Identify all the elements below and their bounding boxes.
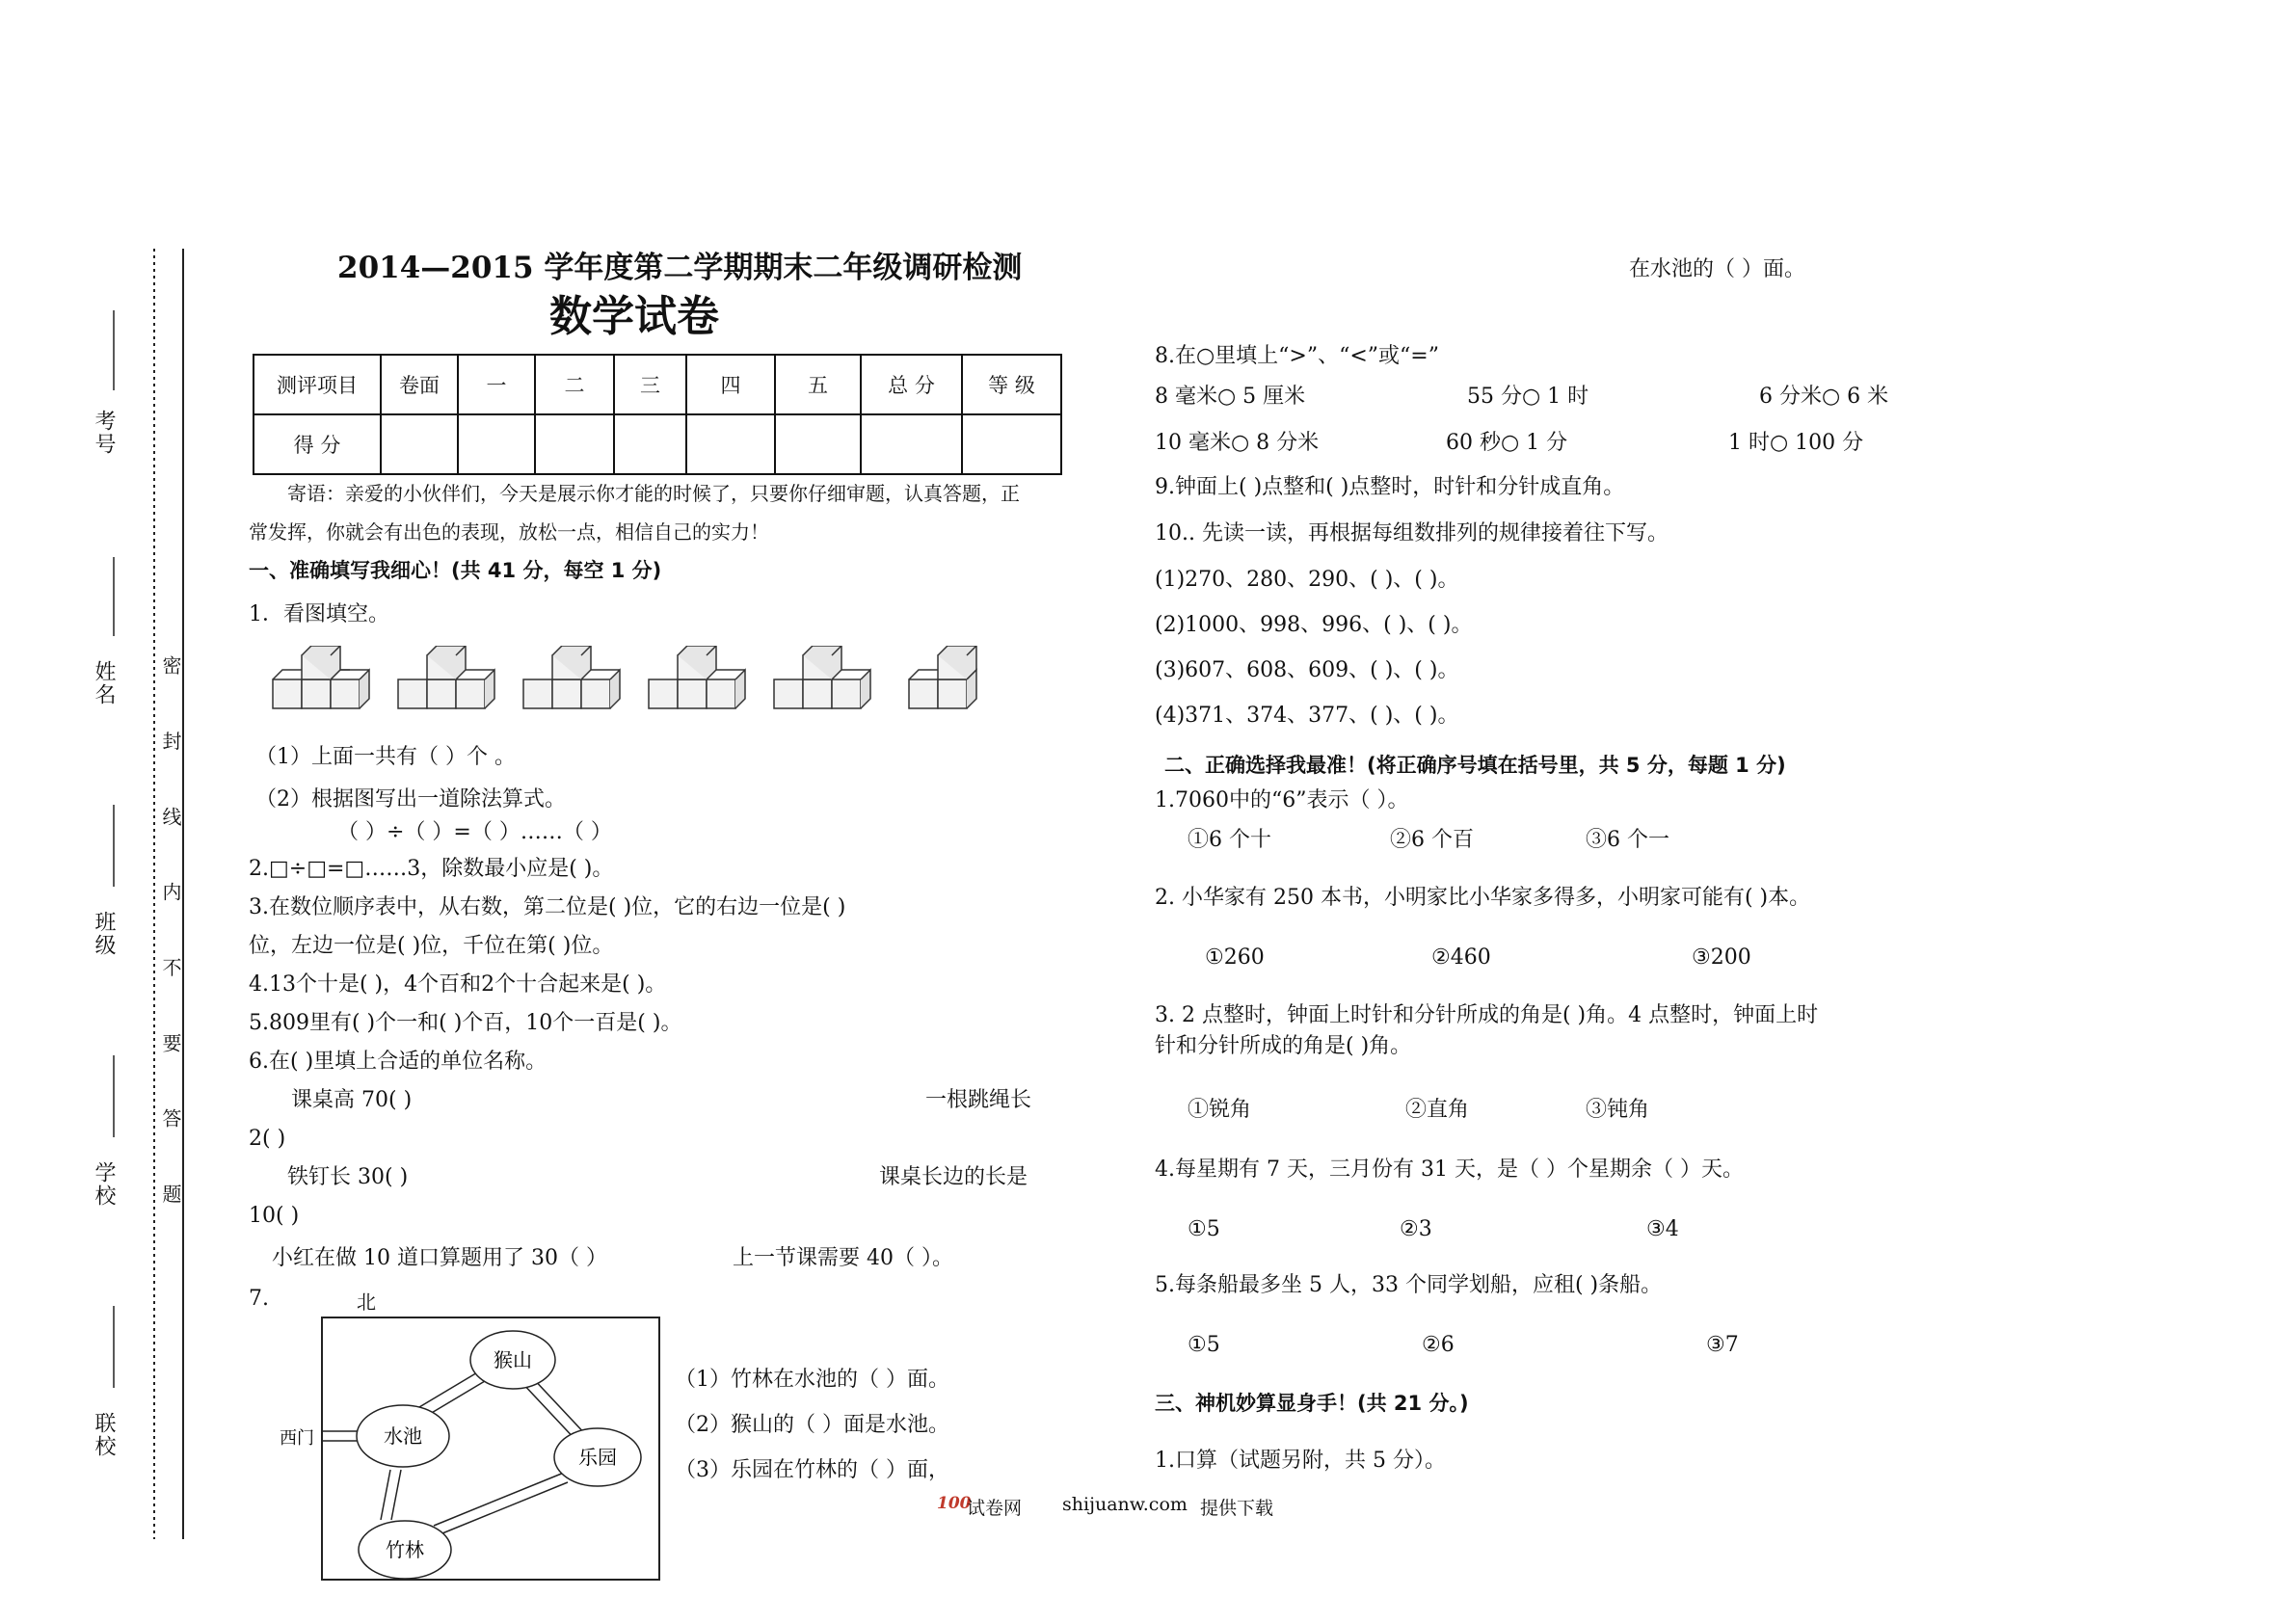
score-header-cell: 测评项目 xyxy=(254,355,381,414)
choice-4-opt-a: ①5 xyxy=(1188,1217,1220,1241)
cube-figures xyxy=(270,646,1002,723)
section-1-title: 一、准确填写我细心！(共 41 分，每空 1 分) xyxy=(249,559,662,582)
question-8-r1-a: 8 毫米○ 5 厘米 xyxy=(1155,385,1306,409)
question-6c-2: 上一节课需要 40（ ）。 xyxy=(733,1246,953,1270)
choice-2-opt-a: ①260 xyxy=(1205,945,1265,970)
park-label: 乐园 xyxy=(578,1446,617,1469)
pool-label: 水池 xyxy=(384,1424,422,1448)
score-cell[interactable] xyxy=(381,414,458,474)
score-table-header-row xyxy=(254,355,1061,414)
north-label: 北 xyxy=(357,1290,376,1314)
score-row-label: 得 分 xyxy=(254,414,381,474)
question-6: 6.在( )里填上合适的单位名称。 xyxy=(249,1050,547,1074)
choice-5: 5.每条船最多坐 5 人，33 个同学划船，应租( )条船。 xyxy=(1155,1273,1663,1297)
name-label: 姓名 xyxy=(92,660,116,706)
question-1c: （ ）÷（ ）=（ ）……（ ） xyxy=(337,820,612,844)
question-8-r2-a: 10 毫米○ 8 分米 xyxy=(1155,431,1320,455)
score-cell[interactable] xyxy=(775,414,861,474)
question-4: 4.13个十是( )，4个百和2个十合起来是( )。 xyxy=(249,972,667,997)
monkey-hill-label: 猴山 xyxy=(494,1348,532,1371)
question-7a: （1）竹林在水池的（ ）面。 xyxy=(675,1368,949,1392)
bamboo-label: 竹林 xyxy=(386,1538,424,1561)
score-header-cell: 二 xyxy=(535,355,614,414)
score-header-cell: 总 分 xyxy=(861,355,962,414)
question-10c: (3)607、608、609、( )、( )。 xyxy=(1155,658,1459,682)
choice-4-opt-c: ③4 xyxy=(1646,1217,1679,1241)
score-header-cell: 三 xyxy=(614,355,686,414)
question-3a: 3.在数位顺序表中，从右数，第二位是( )位，它的右边一位是( ) xyxy=(249,895,846,919)
score-header-cell: 等 级 xyxy=(962,355,1061,414)
question-10: 10.. 先读一读，再根据每组数排列的规律接着往下写。 xyxy=(1155,521,1669,545)
choice-2-opt-b: ②460 xyxy=(1431,945,1491,970)
score-header-cell: 一 xyxy=(458,355,535,414)
choice-3b: 针和分针所成的角是( )角。 xyxy=(1155,1034,1412,1058)
choice-2: 2. 小华家有 250 本书，小明家比小华家多得多，小明家可能有( )本。 xyxy=(1155,886,1811,910)
choice-1-opt-a: ①6 个十 xyxy=(1188,828,1271,852)
question-6c-1: 小红在做 10 道口算题用了 30（ ） xyxy=(272,1246,607,1270)
choice-4-opt-b: ②3 xyxy=(1400,1217,1432,1241)
question-10d: (4)371、374、377、( )、( )。 xyxy=(1155,704,1459,728)
score-cell[interactable] xyxy=(861,414,962,474)
score-cell[interactable] xyxy=(686,414,775,474)
cube-group-5 xyxy=(774,646,870,708)
question-8-r1-c: 6 分米○ 6 米 xyxy=(1759,385,1889,409)
district-label: 联校 xyxy=(92,1412,116,1458)
question-8-r2-b: 60 秒○ 1 分 xyxy=(1446,431,1568,455)
cube-group-1 xyxy=(273,646,369,708)
choice-3-opt-a: ①锐角 xyxy=(1188,1098,1252,1122)
question-7d: 在水池的（ ）面。 xyxy=(1629,257,1805,281)
choice-5-opt-a: ①5 xyxy=(1188,1333,1220,1357)
score-table xyxy=(253,354,1062,475)
question-1: 1．看图填空。 xyxy=(249,602,389,626)
choice-1-opt-b: ②6 个百 xyxy=(1390,828,1474,852)
question-6a-2: 一根跳绳长 xyxy=(925,1088,1032,1112)
school-label: 学校 xyxy=(92,1161,116,1208)
footer-note: 提供下载 xyxy=(1200,1498,1274,1519)
question-3b: 位，左边一位是( )位，千位在第( )位。 xyxy=(249,934,614,958)
section-3-question-1: 1.口算（试题另附，共 5 分）。 xyxy=(1155,1449,1446,1473)
choice-4: 4.每星期有 7 天，三月份有 31 天，是（ ）个星期余（ ）天。 xyxy=(1155,1157,1744,1182)
question-6b-3: 10( ) xyxy=(249,1204,300,1228)
score-cell[interactable] xyxy=(614,414,686,474)
footer-logo: 100 xyxy=(937,1494,972,1513)
exam-title: 2014—2015 学年度第二学期期末二年级调研检测 xyxy=(337,251,1023,285)
question-5: 5.809里有( )个一和( )个百，10个一百是( )。 xyxy=(249,1011,682,1035)
cube-group-4 xyxy=(649,646,745,708)
score-table-score-row xyxy=(254,414,1061,474)
question-7b: （2）猴山的（ ）面是水池。 xyxy=(675,1413,949,1437)
score-cell[interactable] xyxy=(962,414,1061,474)
intro-line-2: 常发挥，你就会有出色的表现，放松一点，相信自己的实力！ xyxy=(249,520,769,544)
choice-5-opt-c: ③7 xyxy=(1706,1333,1739,1357)
question-8-r2-c: 1 时○ 100 分 xyxy=(1728,431,1864,455)
score-cell[interactable] xyxy=(535,414,614,474)
question-6b-1: 铁钉长 30( ) xyxy=(287,1165,409,1189)
park-map xyxy=(241,1296,675,1585)
section-2-title: 二、正确选择我最准！(将正确序号填在括号里，共 5 分，每题 1 分) xyxy=(1164,754,1786,777)
choice-3-opt-b: ②直角 xyxy=(1405,1098,1470,1122)
choice-5-opt-b: ②6 xyxy=(1422,1333,1455,1357)
question-10b: (2)1000、998、996、( )、( )。 xyxy=(1155,613,1473,637)
score-header-cell: 四 xyxy=(686,355,775,414)
exam-number-label: 考号 xyxy=(92,410,116,456)
footer-url[interactable]: shijuanw.com xyxy=(1062,1494,1188,1515)
intro-line-1: 寄语：亲爱的小伙伴们，今天是展示你才能的时候了，只要你仔细审题，认真答题，正 xyxy=(287,482,1020,505)
seal-text: 密 封 线 内 不 要 答 题 xyxy=(159,655,182,1229)
score-cell[interactable] xyxy=(458,414,535,474)
choice-1: 1.7060中的“6”表示（ ）。 xyxy=(1155,788,1409,812)
choice-1-opt-c: ③6 个一 xyxy=(1586,828,1669,852)
question-1a: （1）上面一共有（ ）个 。 xyxy=(255,745,516,769)
question-2: 2.□÷□=□……3，除数最小应是( )。 xyxy=(249,857,614,881)
west-gate-label: 西门 xyxy=(280,1428,314,1449)
choice-3a: 3. 2 点整时，钟面上时针和分针所成的角是( )角。4 点整时，钟面上时 xyxy=(1155,1003,1819,1027)
choice-2-opt-c: ③200 xyxy=(1692,945,1751,970)
exam-subtitle: 数学试卷 xyxy=(549,292,719,341)
question-8: 8.在○里填上“>”、“<”或“=” xyxy=(1155,344,1439,368)
question-10a: (1)270、280、290、( )、( )。 xyxy=(1155,568,1459,592)
cube-group-6 xyxy=(909,646,976,708)
question-7: 7. xyxy=(249,1287,269,1311)
section-3-title: 三、神机妙算显身手！(共 21 分。) xyxy=(1155,1392,1469,1415)
question-9: 9.钟面上( )点整和( )点整时，时针和分针成直角。 xyxy=(1155,475,1625,499)
question-6b-2: 课桌长边的长是 xyxy=(879,1165,1028,1189)
question-6a-1: 课桌高 70( ) xyxy=(291,1088,413,1112)
question-1b: （2）根据图写出一道除法算式。 xyxy=(255,787,566,812)
cube-group-2 xyxy=(398,646,494,708)
score-header-cell: 卷面 xyxy=(381,355,458,414)
score-header-cell: 五 xyxy=(775,355,861,414)
footer-site-name: 试卷网 xyxy=(967,1498,1023,1519)
question-8-r1-b: 55 分○ 1 时 xyxy=(1467,385,1589,409)
choice-3-opt-c: ③钝角 xyxy=(1586,1098,1650,1122)
question-6a-3: 2( ) xyxy=(249,1127,286,1151)
cube-group-3 xyxy=(523,646,620,708)
question-7c: （3）乐园在竹林的（ ）面， xyxy=(675,1458,949,1482)
class-label: 班级 xyxy=(92,911,116,957)
